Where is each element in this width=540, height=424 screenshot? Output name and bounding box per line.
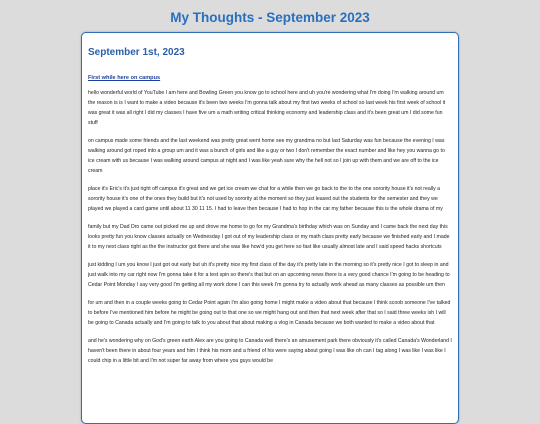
site-title: My Thoughts - September 2023 [170,10,370,25]
post-title-link[interactable]: First while here on campus [88,75,161,81]
post-paragraph-3: place it's Eric's it's just right off campus it's great and we get ice cream we chat for a while then we go back to the to the one sorority house it's not really a sorority house it's one of the ones they build but it's not used by sorority at the moment so they just leased out the students for the semester and they we played we played a card game until about 11 30 11 15. I had to leave then because I had to hop in the car my father because this is the whole drama of my [88,186,443,212]
post-paragraph-4: family but my Dad Dro came out picked me up and drove me home to go for my Grandma's birthday which was on Sunday and I came back the next day this looks pretty fun you know classes actually on Wednesday I got out of my leadership class or my math class pretty early because we finished early and I made it to my next class right as the the instructor got there and she was like how'd you get here so fast like usually almost late and I said speed hacks shortcuts [88,224,450,250]
post-paragraph-6: for um and then in a couple weeks going to Cedar Point again I'm also going home I might make a video about that because I think scoob someone I've talked to before I've mentioned him before he might be going out to that one so we might hang out and then that next week after that so I said three weeks ish I will be going to Canada actually and I'm going to talk to you about that about making a vlog in Canada because we both wanted to make a video about that [88,300,451,326]
post-date: September 1st, 2023 [88,47,185,58]
post-content [82,33,458,366]
post-panel [81,32,459,424]
post-paragraph-7: and he's wondering why on God's green earth Alex are you going to Canada well there's an amusement park there obviously it's called Canada's Wonderland I haven't been there in about four years and him I think his mom and a friend of his were saying about going I was like oh can I tag along I was like I was like I could chip in a little bit and I'm not super far away from where you guys would be [88,338,452,364]
post-paragraph-1: hello wonderful world of YouTube I am here and Bowling Green you know go to school here and uh you're wondering what I'm doing I'm walking around um the reason is is I want to make a video because it's been two weeks I'm gonna talk about my first two weeks of school so last week his first week of school it was great it was all right I did my classes I have five um a math writing critical thinking economy and leadership class and it's been great um I did some fun stuff [88,90,446,126]
post-paragraph-2: on campus made some friends and the last weekend was pretty great went home see my grandma no but last Saturday was fun because the evening I was walking around got roped into a group um and it was a bunch of girls and like a guy or two I don't remember the exact number and like hey you wanna go to ice cream with us because I was walking around campus at night and I was like yeah sure why the hell not so I join up with them and we are off to the ice cream [88,138,445,174]
post-paragraph-5: just kidding I um you know I just got out early but uh it's pretty nice my first class of the day it's pretty late in the morning so it's pretty nice I got to sleep in and just walk into my car right now I'm gonna take it for a test spin so there's that but on an upcoming news there is a very good chance I'm going to be heading to Cedar Point Monday I say very good I'm getting all my work done I can this week I'm gonna try to actually work ahead as many classes as possible um then [88,262,450,288]
